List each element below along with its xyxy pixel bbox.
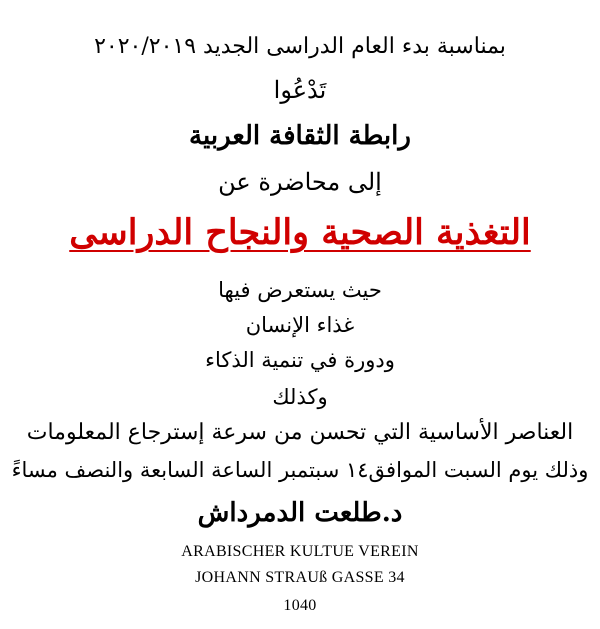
body-line: حيث يستعرض فيها bbox=[218, 278, 382, 302]
invite-line: تَدْعُوا bbox=[273, 76, 327, 104]
lecture-title-text: التغذية الصحية والنجاح الدراسى bbox=[69, 212, 531, 253]
body-line: ودورة في تنمية الذكاء bbox=[205, 348, 395, 372]
organization-name: رابطة الثقافة العربية bbox=[189, 121, 411, 151]
lecture-title bbox=[0, 212, 600, 253]
date-line: وذلك يوم السبت الموافق١٤ سبتمبر الساعة السابعة والنصف مساءً bbox=[11, 458, 589, 482]
address-line: 1040 bbox=[283, 597, 317, 614]
address-line: ARABISCHER KULTUE VEREIN bbox=[181, 543, 419, 560]
lecture-intro: إلى محاضرة عن bbox=[218, 168, 382, 196]
body-line: غذاء الإنسان bbox=[245, 313, 355, 337]
address-line: JOHANN STRAUß GASSE 34 bbox=[195, 569, 405, 586]
body-line: العناصر الأساسية التي تحسن من سرعة إسترجاع المعلومات bbox=[26, 420, 574, 445]
occasion-line: بمناسبة بدء العام الدراسى الجديد ٢٠٢٠/٢٠١٩ bbox=[94, 34, 506, 59]
speaker-name: د.طلعت الدمرداش bbox=[197, 498, 403, 528]
body-line: وكذلك bbox=[272, 385, 328, 409]
